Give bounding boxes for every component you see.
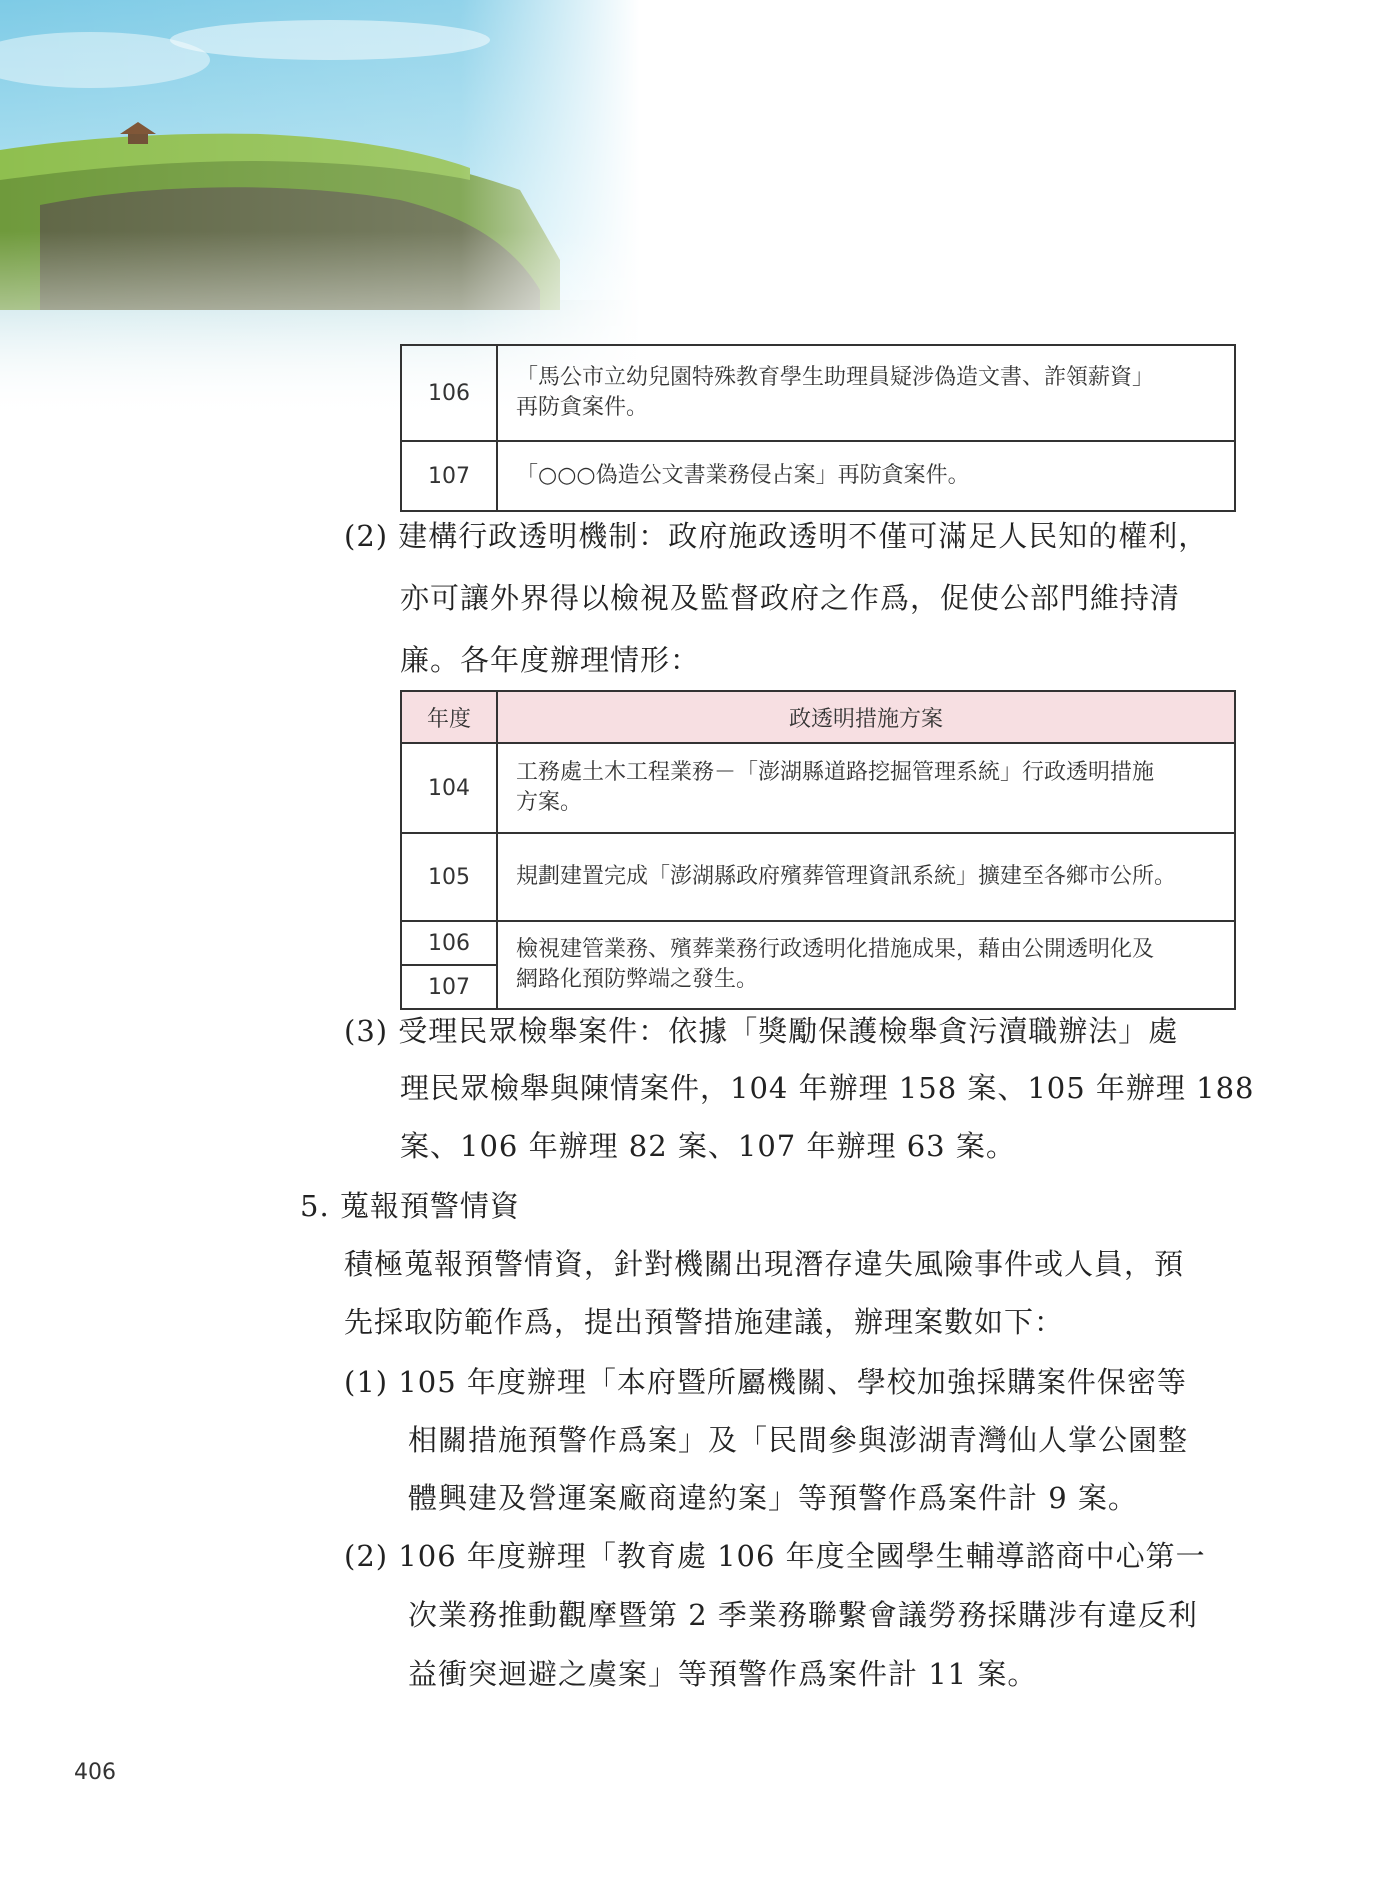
misconduct-case-table — [400, 344, 1236, 512]
sub2-line-2: 次業務推動觀摩暨第 2 季業務聯繫會議勞務採購涉有違反利 — [408, 1598, 1198, 1632]
item2-line-1: (2) 建構行政透明機制：政府施政透明不僅可滿足人民知的權利， — [344, 519, 1209, 553]
table-header-row — [401, 691, 1235, 743]
case-cell: 「○○○偽造公文書業務侵占案」再防貪案件。 — [497, 441, 1235, 511]
table-row — [401, 743, 1235, 833]
year-cell: 105 — [401, 833, 497, 921]
sub1-line-1: (1) 105 年度辦理「本府暨所屬機關、學校加強採購案件保密等 — [344, 1365, 1187, 1399]
year-cell: 104 — [401, 743, 497, 833]
plan-cell: 規劃建置完成「澎湖縣政府殯葬管理資訊系統」擴建至各鄉市公所。 — [497, 833, 1235, 921]
year-cell: 107 — [401, 441, 497, 511]
item3-line-1: (3) 受理民眾檢舉案件：依據「獎勵保護檢舉貪污瀆職辦法」處 — [344, 1014, 1179, 1048]
case-cell: 「馬公市立幼兒園特殊教育學生助理員疑涉偽造文書、詐領薪資」 再防貪案件。 — [497, 345, 1235, 441]
page-number: 406 — [74, 1760, 116, 1785]
section-5-intro-line-1: 積極蒐報預警情資，針對機關出現潛存違失風險事件或人員，預 — [344, 1247, 1185, 1281]
transparency-table — [400, 690, 1236, 1010]
item2-line-3: 廉。各年度辦理情形： — [400, 643, 701, 677]
header-year: 年度 — [401, 691, 497, 743]
sub1-line-2: 相關措施預警作爲案」及「民間參與澎湖青灣仙人掌公園整 — [408, 1423, 1189, 1457]
year-cell: 106 — [401, 345, 497, 441]
table-row — [401, 921, 1235, 965]
plan-cell: 檢視建管業務、殯葬業務行政透明化措施成果，藉由公開透明化及 網路化預防弊端之發生。 — [497, 921, 1235, 1009]
item2-line-2: 亦可讓外界得以檢視及監督政府之作爲，促使公部門維持清 — [400, 581, 1181, 615]
sub2-line-3: 益衝突迴避之虞案」等預警作爲案件計 11 案。 — [408, 1657, 1038, 1691]
section-5-intro-line-2: 先採取防範作爲，提出預警措施建議，辦理案數如下： — [344, 1305, 1065, 1339]
table-row — [401, 345, 1235, 441]
year-cell: 107 — [401, 965, 497, 1009]
sub2-line-1: (2) 106 年度辦理「教育處 106 年度全國學生輔導諮商中心第一 — [344, 1539, 1206, 1573]
table-row — [401, 833, 1235, 921]
header-plan: 政透明措施方案 — [497, 691, 1235, 743]
table-row — [401, 441, 1235, 511]
item3-line-2: 理民眾檢舉與陳情案件，104 年辦理 158 案、105 年辦理 188 — [400, 1071, 1255, 1105]
section-5-heading: 5. 蒐報預警情資 — [300, 1189, 520, 1223]
sub1-line-3: 體興建及營運案廠商違約案」等預警作爲案件計 9 案。 — [408, 1481, 1138, 1515]
year-cell: 106 — [401, 921, 497, 965]
item3-line-3: 案、106 年辦理 82 案、107 年辦理 63 案。 — [400, 1129, 1016, 1163]
plan-cell: 工務處土木工程業務－「澎湖縣道路挖掘管理系統」行政透明措施 方案。 — [497, 743, 1235, 833]
